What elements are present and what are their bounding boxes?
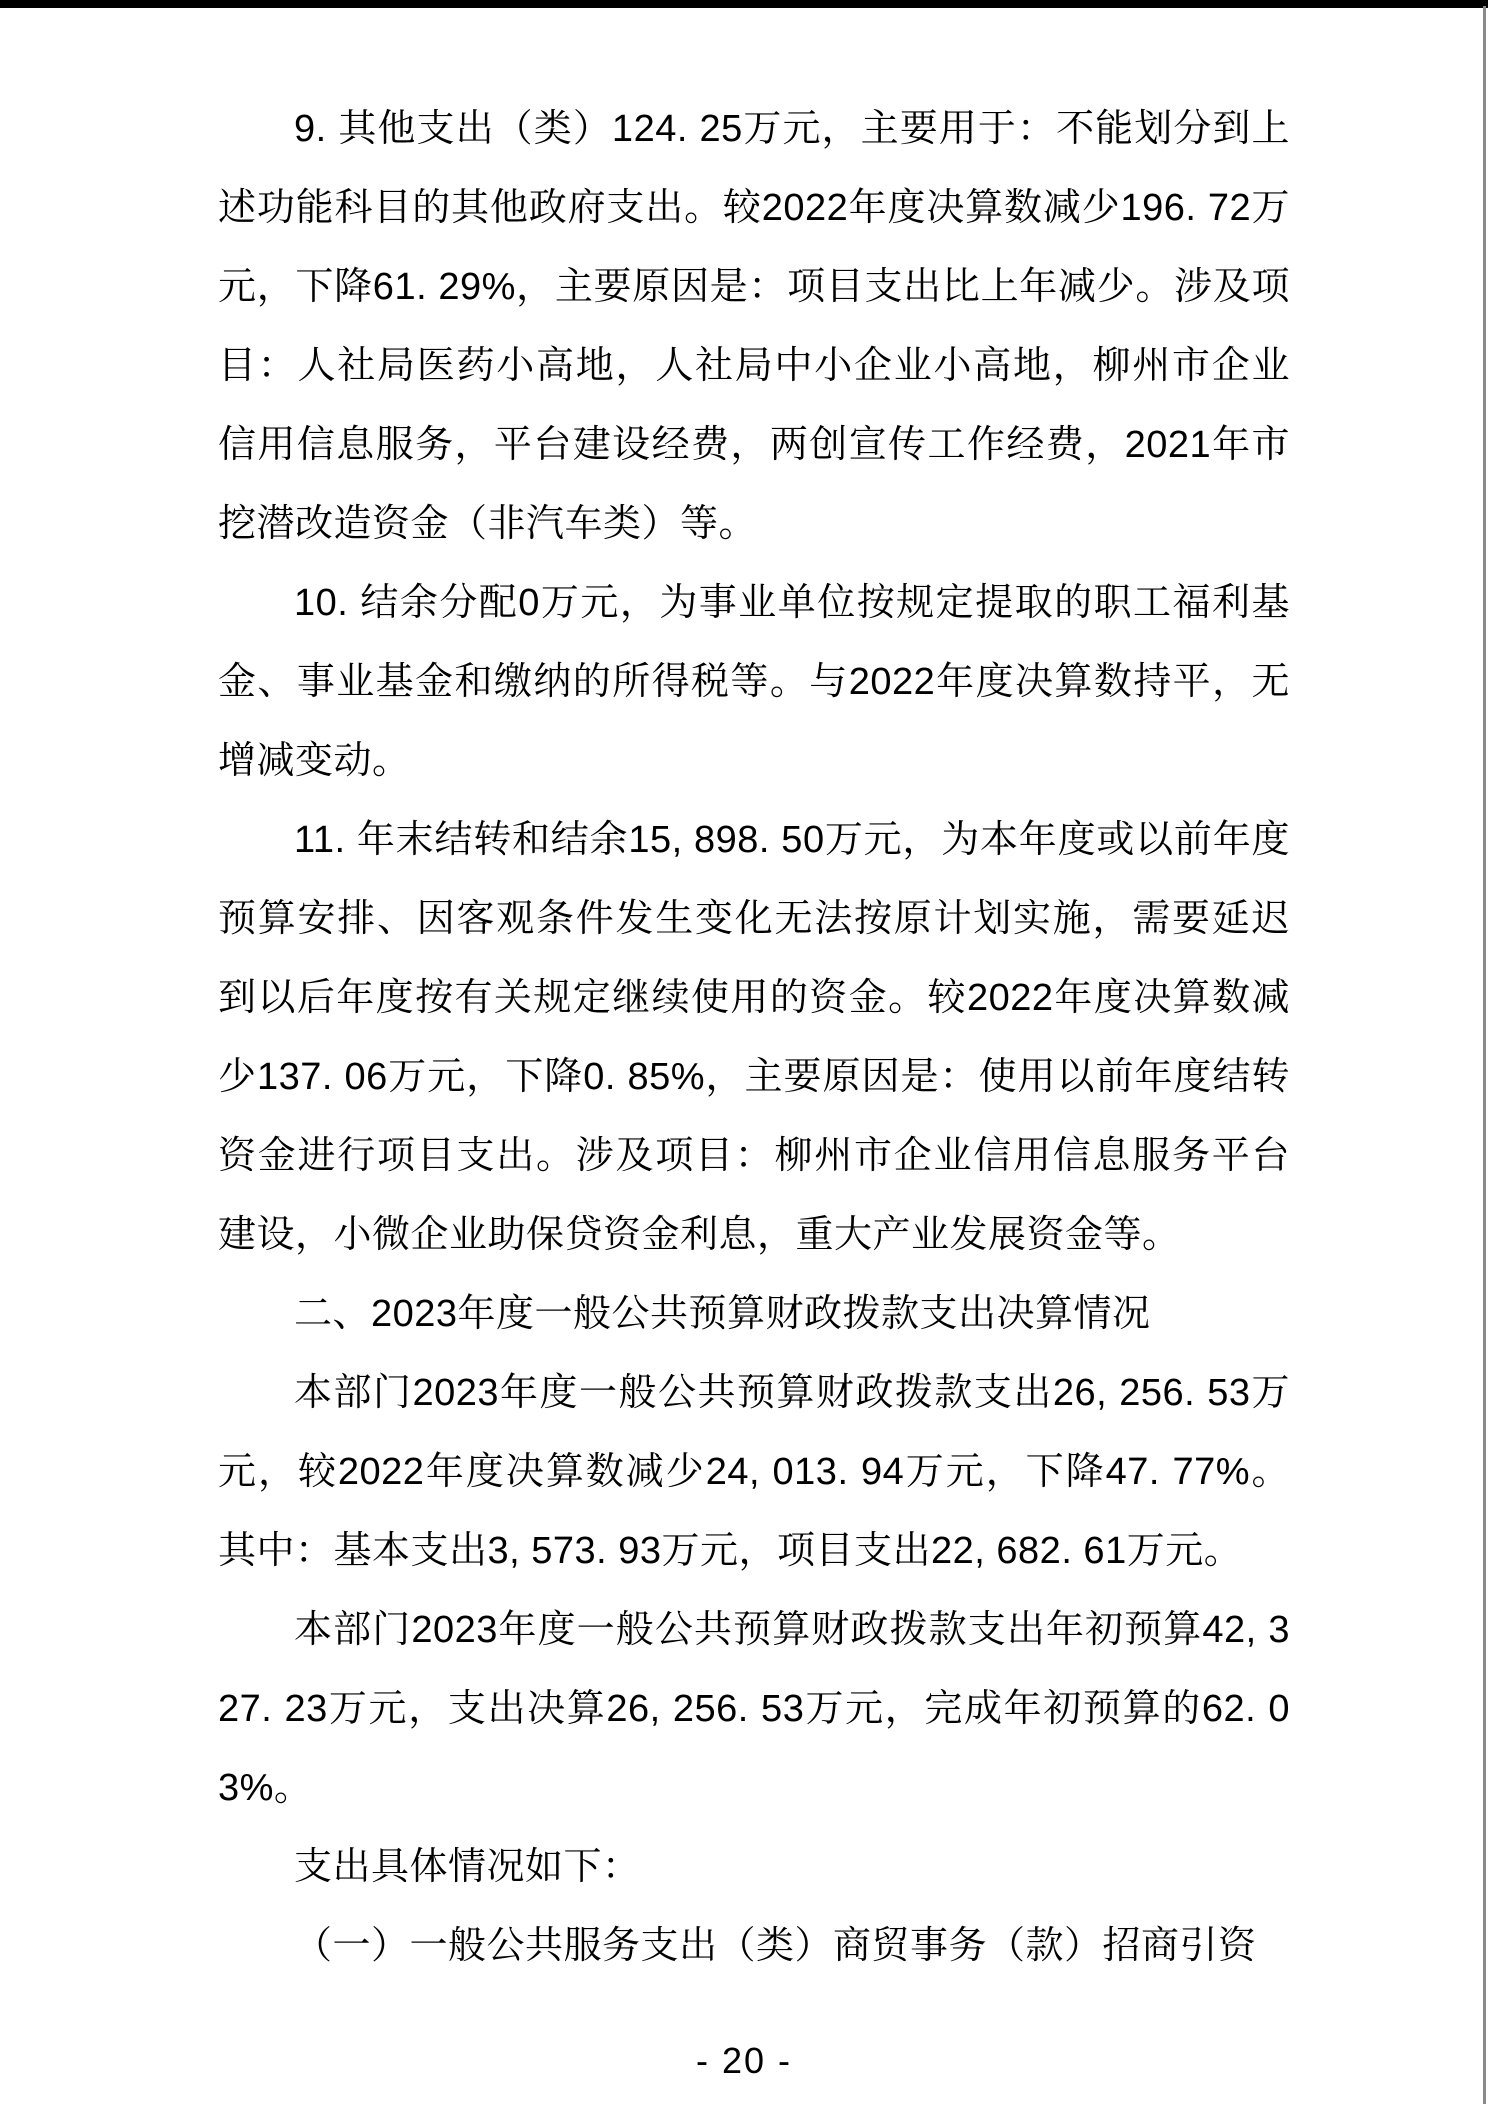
- paragraph-other-expenditure: 9. 其他支出（类）124. 25万元，主要用于：不能划分到上述功能科目的其他政府支出。较2022年度决算数减少196. 72万元，下降61. 29%，主要原因是：项目支出比上年减少。涉及项目：人社局医药小高地，人社局中小企业小高地，柳州市企业信用信息服务，平台建设经费，两创宣传工作经费，2021年市挖潜改造资金（非汽车类）等。: [218, 108, 1290, 545]
- paragraph-general-budget-expenditure: 本部门2023年度一般公共预算财政拨款支出26, 256. 53万元，较2022年度决算数减少24, 013. 94万元，下降47. 77%。其中：基本支出3, 573. 93万元，项目支出22, 682. 61万元。: [218, 1372, 1290, 1572]
- right-edge-rule: [1483, 6, 1486, 2104]
- paragraph-surplus-distribution: 10. 结余分配0万元，为事业单位按规定提取的职工福利基金、事业基金和缴纳的所得税等。与2022年度决算数持平，无增减变动。: [218, 582, 1290, 782]
- paragraph-year-end-carryover: 11. 年末结转和结余15, 898. 50万元，为本年度或以前年度预算安排、因客观条件发生变化无法按原计划实施，需要延迟到以后年度按有关规定继续使用的资金。较2022年度决算数减少137. 06万元，下降0. 85%，主要原因是：使用以前年度结转资金进行项目支出。涉及项目：柳州市企业信用信息服务平台建设，小微企业助保贷资金利息，重大产业发展资金等。: [218, 819, 1290, 1256]
- section-heading: 二、2023年度一般公共预算财政拨款支出决算情况: [294, 1293, 1151, 1335]
- page-number: - 20 -: [695, 2040, 793, 2081]
- top-edge-bar: [0, 0, 1488, 8]
- paragraph-expenditure-details-intro: 支出具体情况如下：: [294, 1846, 641, 1888]
- paragraph-initial-budget-completion: 本部门2023年度一般公共预算财政拨款支出年初预算42, 327. 23万元，支出决算26, 256. 53万元，完成年初预算的62. 03%。: [218, 1609, 1290, 1809]
- document-content: [218, 90, 1290, 1986]
- paragraph-general-public-service-item: （一）一般公共服务支出（类）商贸事务（款）招商引资: [294, 1925, 1257, 1967]
